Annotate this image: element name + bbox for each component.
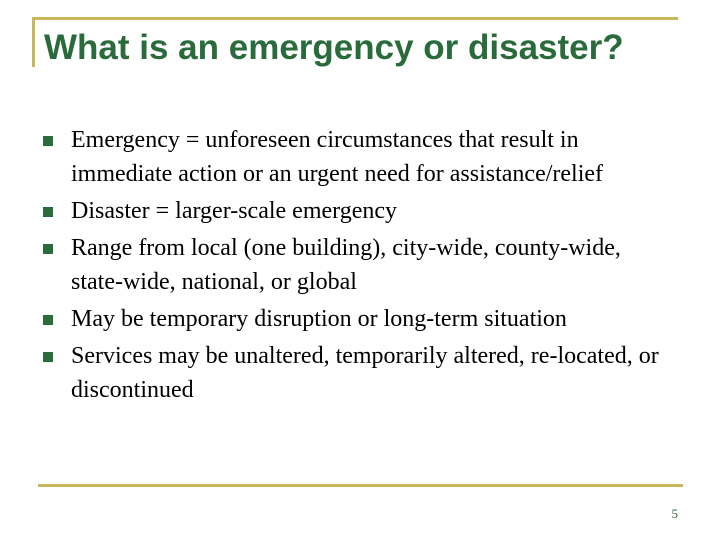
left-divider xyxy=(32,17,35,67)
square-bullet-icon xyxy=(43,244,53,254)
bullet-item-emergency xyxy=(43,123,673,191)
top-divider xyxy=(32,17,678,20)
square-bullet-icon xyxy=(43,352,53,362)
bullet-item-duration xyxy=(43,302,673,336)
bullet-text: Range from local (one building), city-wide, county-wide, state-wide, national, or global xyxy=(71,235,621,295)
bullet-text: Disaster = larger-scale emergency xyxy=(71,198,398,224)
bullet-text: Services may be unaltered, temporarily altered, re-located, or discontinued xyxy=(71,343,659,403)
square-bullet-icon xyxy=(43,315,53,325)
bullet-list xyxy=(43,123,673,410)
bullet-text: May be temporary disruption or long-term situation xyxy=(71,306,567,332)
bullet-item-services xyxy=(43,339,673,407)
bottom-divider xyxy=(38,484,683,487)
slide-title: What is an emergency or disaster? xyxy=(44,28,624,67)
page-number: 5 xyxy=(671,506,678,521)
square-bullet-icon xyxy=(43,207,53,217)
bullet-text: Emergency = unforeseen circumstances that result in immediate action or an urgent need for assistance/relief xyxy=(71,127,604,187)
bullet-item-disaster xyxy=(43,194,673,228)
square-bullet-icon xyxy=(43,136,53,146)
bullet-item-range xyxy=(43,231,673,299)
